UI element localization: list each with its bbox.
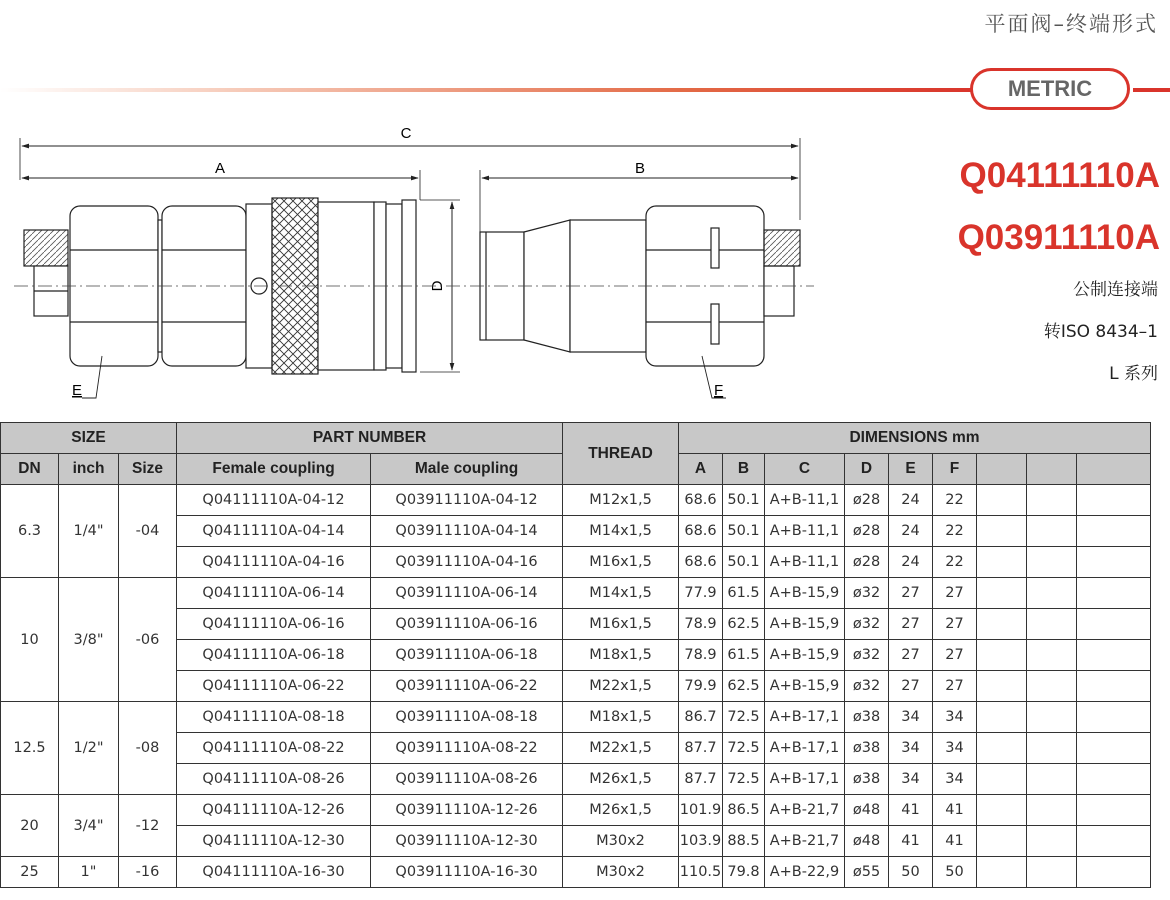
cell-c: A+B-17,1: [765, 702, 845, 733]
cell-e: 34: [889, 733, 933, 764]
cell-b: 72.5: [723, 764, 765, 795]
cell-male: Q03911110A-06-18: [371, 640, 563, 671]
cell-thread: M18x1,5: [563, 702, 679, 733]
cell-d: ø55: [845, 857, 889, 888]
label-a: A: [214, 160, 226, 177]
description-line-1: 公制连接端: [1073, 280, 1158, 300]
cell-thread: M16x1,5: [563, 547, 679, 578]
cell-b: 62.5: [723, 609, 765, 640]
cell-d: ø48: [845, 795, 889, 826]
a-header: A: [679, 454, 723, 485]
cell-size: -08: [119, 702, 177, 795]
divider-tail: [1133, 88, 1170, 92]
cell-dn: 20: [1, 795, 59, 857]
cell-empty: [1027, 547, 1077, 578]
cell-empty: [977, 547, 1027, 578]
cell-e: 34: [889, 702, 933, 733]
cell-c: A+B-15,9: [765, 609, 845, 640]
cell-empty: [1077, 826, 1151, 857]
cell-c: A+B-15,9: [765, 671, 845, 702]
cell-f: 22: [933, 485, 977, 516]
cell-empty: [977, 578, 1027, 609]
cell-thread: M12x1,5: [563, 485, 679, 516]
cell-female: Q04111110A-08-22: [177, 733, 371, 764]
cell-c: A+B-21,7: [765, 826, 845, 857]
cell-f: 34: [933, 702, 977, 733]
cell-empty: [1027, 609, 1077, 640]
cell-size: -04: [119, 485, 177, 578]
cell-e: 41: [889, 826, 933, 857]
cell-empty: [1027, 671, 1077, 702]
divider-gradient: [0, 88, 975, 92]
cell-female: Q04111110A-04-12: [177, 485, 371, 516]
cell-d: ø38: [845, 702, 889, 733]
cell-d: ø38: [845, 733, 889, 764]
cell-c: A+B-15,9: [765, 578, 845, 609]
cell-b: 79.8: [723, 857, 765, 888]
cell-a: 68.6: [679, 485, 723, 516]
cell-c: A+B-11,1: [765, 516, 845, 547]
cell-a: 68.6: [679, 547, 723, 578]
cell-male: Q03911110A-08-22: [371, 733, 563, 764]
cell-d: ø32: [845, 609, 889, 640]
cell-size: -16: [119, 857, 177, 888]
cell-empty: [1027, 826, 1077, 857]
table-group-header-row: [1, 423, 1151, 454]
empty-header: [1027, 454, 1077, 485]
thread-header: THREAD: [563, 423, 679, 485]
label-f: F: [714, 382, 724, 399]
cell-c: A+B-22,9: [765, 857, 845, 888]
cell-e: 27: [889, 640, 933, 671]
cell-female: Q04111110A-08-26: [177, 764, 371, 795]
cell-thread: M22x1,5: [563, 671, 679, 702]
table-row: [1, 485, 1151, 516]
cell-empty: [977, 702, 1027, 733]
cell-empty: [977, 609, 1027, 640]
cell-a: 78.9: [679, 640, 723, 671]
b-header: B: [723, 454, 765, 485]
size-group-header: SIZE: [1, 423, 177, 454]
table-row: [1, 578, 1151, 609]
cell-f: 34: [933, 764, 977, 795]
cell-b: 88.5: [723, 826, 765, 857]
cell-empty: [1077, 764, 1151, 795]
cell-f: 27: [933, 578, 977, 609]
part-number-group-header: PART NUMBER: [177, 423, 563, 454]
cell-thread: M14x1,5: [563, 516, 679, 547]
cell-f: 34: [933, 733, 977, 764]
cell-d: ø28: [845, 547, 889, 578]
cell-e: 27: [889, 671, 933, 702]
cell-thread: M26x1,5: [563, 795, 679, 826]
cell-a: 68.6: [679, 516, 723, 547]
cell-female: Q04111110A-12-30: [177, 826, 371, 857]
table-row: [1, 857, 1151, 888]
table-body: [1, 485, 1151, 888]
cell-f: 27: [933, 671, 977, 702]
cell-female: Q04111110A-12-26: [177, 795, 371, 826]
coupling-drawing: [14, 120, 814, 410]
cell-empty: [977, 516, 1027, 547]
cell-empty: [1027, 733, 1077, 764]
c-header: C: [765, 454, 845, 485]
cell-e: 24: [889, 485, 933, 516]
cell-female: Q04111110A-04-14: [177, 516, 371, 547]
cell-a: 77.9: [679, 578, 723, 609]
cell-empty: [1077, 702, 1151, 733]
cell-a: 103.9: [679, 826, 723, 857]
cell-f: 27: [933, 640, 977, 671]
cell-d: ø32: [845, 578, 889, 609]
cell-d: ø38: [845, 764, 889, 795]
cell-empty: [977, 671, 1027, 702]
cell-thread: M30x2: [563, 857, 679, 888]
metric-badge: METRIC: [970, 68, 1130, 110]
cell-inch: 3/8": [59, 578, 119, 702]
cell-empty: [977, 640, 1027, 671]
cell-a: 86.7: [679, 702, 723, 733]
cell-male: Q03911110A-08-18: [371, 702, 563, 733]
label-c: C: [400, 125, 412, 142]
cell-b: 50.1: [723, 547, 765, 578]
part-number-female: Q04111110A: [959, 156, 1160, 195]
cell-male: Q03911110A-04-12: [371, 485, 563, 516]
cell-dn: 6.3: [1, 485, 59, 578]
empty-header: [977, 454, 1027, 485]
cell-thread: M18x1,5: [563, 640, 679, 671]
cell-d: ø32: [845, 640, 889, 671]
cell-empty: [977, 857, 1027, 888]
cell-a: 79.9: [679, 671, 723, 702]
cell-thread: M14x1,5: [563, 578, 679, 609]
cell-empty: [1077, 795, 1151, 826]
cell-b: 50.1: [723, 516, 765, 547]
cell-empty: [1027, 485, 1077, 516]
cell-empty: [1027, 702, 1077, 733]
cell-male: Q03911110A-12-30: [371, 826, 563, 857]
empty-header: [1077, 454, 1151, 485]
cell-female: Q04111110A-04-16: [177, 547, 371, 578]
cell-female: Q04111110A-06-18: [177, 640, 371, 671]
cell-dn: 10: [1, 578, 59, 702]
cell-male: Q03911110A-04-14: [371, 516, 563, 547]
cell-empty: [1077, 516, 1151, 547]
cell-empty: [1027, 795, 1077, 826]
cell-inch: 1": [59, 857, 119, 888]
cell-b: 61.5: [723, 578, 765, 609]
cell-d: ø28: [845, 485, 889, 516]
cell-f: 27: [933, 609, 977, 640]
cell-c: A+B-11,1: [765, 485, 845, 516]
cell-male: Q03911110A-16-30: [371, 857, 563, 888]
cell-f: 41: [933, 795, 977, 826]
cell-dn: 12.5: [1, 702, 59, 795]
cell-e: 24: [889, 516, 933, 547]
cell-inch: 1/2": [59, 702, 119, 795]
table-row: [1, 795, 1151, 826]
cell-male: Q03911110A-08-26: [371, 764, 563, 795]
cell-f: 41: [933, 826, 977, 857]
cell-empty: [1077, 578, 1151, 609]
cell-empty: [1027, 857, 1077, 888]
cell-empty: [1027, 578, 1077, 609]
cell-size: -12: [119, 795, 177, 857]
d-header: D: [845, 454, 889, 485]
table-row: [1, 702, 1151, 733]
cell-f: 50: [933, 857, 977, 888]
cell-b: 50.1: [723, 485, 765, 516]
cell-empty: [1077, 485, 1151, 516]
cell-empty: [1027, 640, 1077, 671]
label-d: D: [429, 280, 446, 292]
cell-c: A+B-11,1: [765, 547, 845, 578]
cell-a: 87.7: [679, 764, 723, 795]
cell-empty: [977, 826, 1027, 857]
cell-inch: 3/4": [59, 795, 119, 857]
cell-male: Q03911110A-12-26: [371, 795, 563, 826]
description-line-2: 转ISO 8434–1: [1043, 322, 1158, 342]
cell-empty: [977, 485, 1027, 516]
inch-header: inch: [59, 454, 119, 485]
cell-empty: [1077, 640, 1151, 671]
cell-empty: [1077, 547, 1151, 578]
label-b: B: [634, 160, 646, 177]
cell-empty: [1077, 733, 1151, 764]
cell-c: A+B-17,1: [765, 764, 845, 795]
cell-a: 101.9: [679, 795, 723, 826]
cell-dn: 25: [1, 857, 59, 888]
cell-c: A+B-15,9: [765, 640, 845, 671]
cell-empty: [1077, 609, 1151, 640]
cell-d: ø28: [845, 516, 889, 547]
cell-female: Q04111110A-08-18: [177, 702, 371, 733]
dn-header: DN: [1, 454, 59, 485]
cell-b: 62.5: [723, 671, 765, 702]
cell-b: 86.5: [723, 795, 765, 826]
cell-d: ø32: [845, 671, 889, 702]
cell-b: 72.5: [723, 733, 765, 764]
dimensions-group-header: DIMENSIONS mm: [679, 423, 1151, 454]
description-line-3: L 系列: [1109, 364, 1158, 384]
cell-female: Q04111110A-06-16: [177, 609, 371, 640]
e-header: E: [889, 454, 933, 485]
cell-f: 22: [933, 516, 977, 547]
cell-size: -06: [119, 578, 177, 702]
cell-empty: [977, 764, 1027, 795]
part-number-male: Q03911110A: [957, 218, 1160, 257]
cell-thread: M30x2: [563, 826, 679, 857]
cell-c: A+B-17,1: [765, 733, 845, 764]
cell-a: 87.7: [679, 733, 723, 764]
cell-e: 50: [889, 857, 933, 888]
cell-b: 72.5: [723, 702, 765, 733]
cell-inch: 1/4": [59, 485, 119, 578]
cell-male: Q03911110A-06-14: [371, 578, 563, 609]
cell-empty: [1077, 857, 1151, 888]
cell-empty: [977, 733, 1027, 764]
cell-f: 22: [933, 547, 977, 578]
cell-male: Q03911110A-04-16: [371, 547, 563, 578]
cell-c: A+B-21,7: [765, 795, 845, 826]
cell-female: Q04111110A-06-14: [177, 578, 371, 609]
cell-female: Q04111110A-06-22: [177, 671, 371, 702]
cell-e: 27: [889, 578, 933, 609]
cell-d: ø48: [845, 826, 889, 857]
cell-e: 27: [889, 609, 933, 640]
cell-thread: M22x1,5: [563, 733, 679, 764]
cell-empty: [1027, 516, 1077, 547]
cell-thread: M16x1,5: [563, 609, 679, 640]
female-header: Female coupling: [177, 454, 371, 485]
cell-e: 34: [889, 764, 933, 795]
cell-empty: [977, 795, 1027, 826]
f-header: F: [933, 454, 977, 485]
cell-a: 110.5: [679, 857, 723, 888]
cell-a: 78.9: [679, 609, 723, 640]
cell-female: Q04111110A-16-30: [177, 857, 371, 888]
male-header: Male coupling: [371, 454, 563, 485]
label-e: E: [72, 382, 83, 399]
dimensions-table: [0, 422, 1151, 888]
cell-e: 24: [889, 547, 933, 578]
page-title: 平面阀–终端形式: [984, 12, 1158, 36]
cell-male: Q03911110A-06-16: [371, 609, 563, 640]
size-header: Size: [119, 454, 177, 485]
cell-male: Q03911110A-06-22: [371, 671, 563, 702]
cell-thread: M26x1,5: [563, 764, 679, 795]
cell-empty: [1077, 671, 1151, 702]
cell-e: 41: [889, 795, 933, 826]
cell-b: 61.5: [723, 640, 765, 671]
cell-empty: [1027, 764, 1077, 795]
